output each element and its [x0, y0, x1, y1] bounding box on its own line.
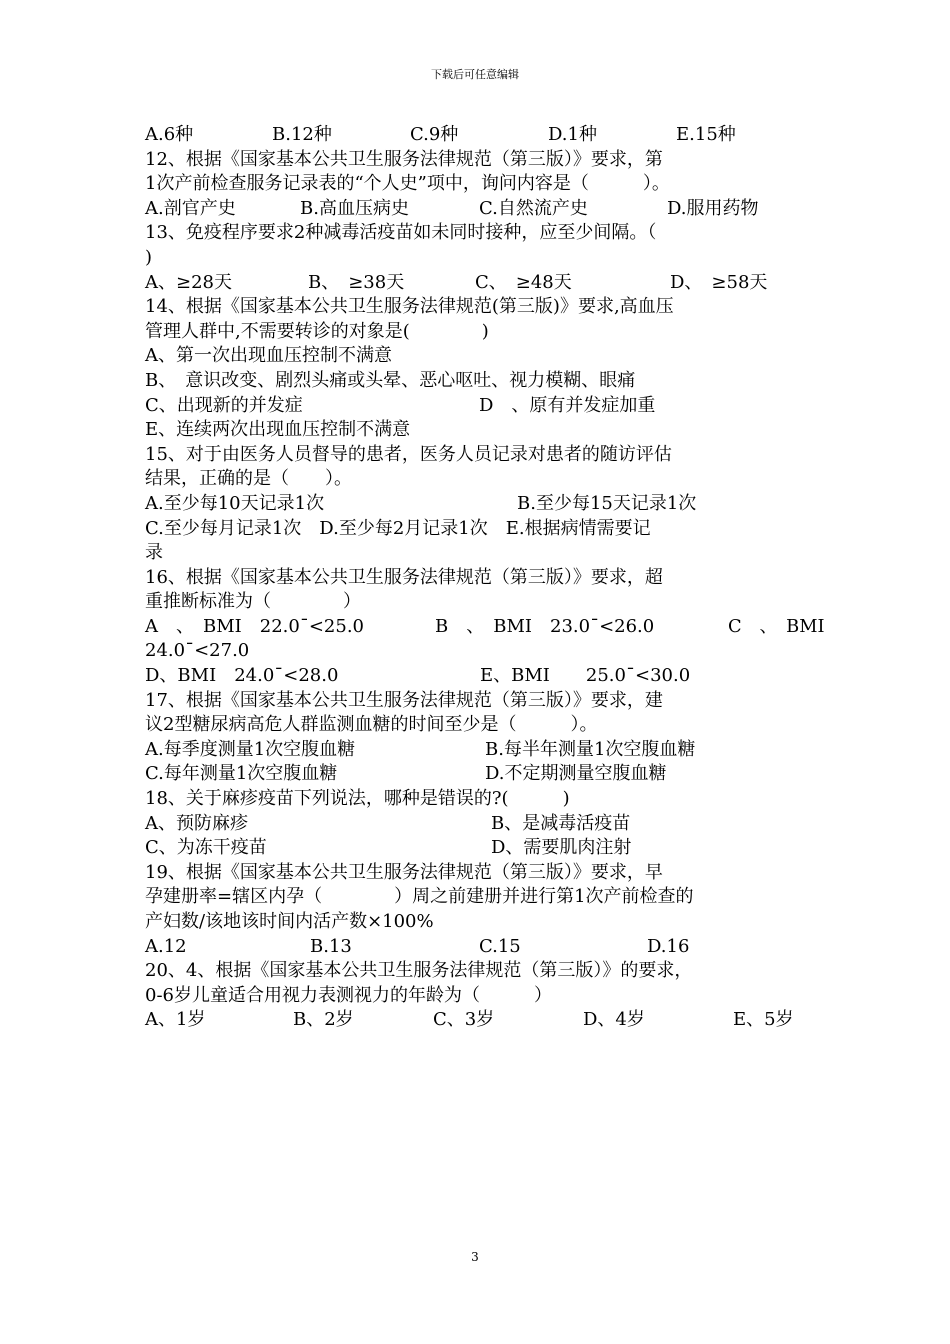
question-text-line	[145, 885, 825, 910]
question-text: 议2型糖尿病高危人群监测血糖的时间至少是（ ）。	[145, 714, 598, 736]
question-text: 13、免疫程序要求2种减毒活疫苗如未同时接种，应至少间隔。（	[145, 222, 657, 244]
option-a: A、≥28天	[145, 271, 232, 293]
option-b: B、是减毒活疫苗	[491, 812, 631, 834]
option-a: A、1岁	[145, 1009, 206, 1031]
question-18	[145, 787, 825, 812]
page-number: 3	[471, 1250, 479, 1264]
option-d: D、BMI 24.0¯<28.0	[145, 665, 339, 687]
option-c: C、 ≥48天	[475, 271, 572, 293]
option-a: A.至少每10天记录1次	[145, 492, 325, 514]
options-line	[145, 1008, 825, 1033]
options-line	[145, 394, 825, 419]
option-d: D、4岁	[583, 1009, 645, 1031]
option-b: B.每半年测量1次空腹血糖	[485, 738, 696, 760]
question-text: 重推断标准为（ ）	[145, 591, 361, 613]
options-line	[145, 123, 825, 148]
option-d: D.服用药物	[667, 197, 759, 219]
option-d: D.16	[647, 935, 690, 957]
question-text-line	[145, 246, 825, 271]
options-line	[145, 664, 825, 689]
option-text: 24.0¯<27.0	[145, 640, 250, 662]
question-text: 14、根据《国家基本公共卫生服务法律规范(第三版)》要求,高血压	[145, 296, 674, 318]
options-line	[145, 197, 825, 222]
question-text: )	[145, 246, 153, 268]
option-c: C、3岁	[433, 1009, 495, 1031]
options-line	[145, 492, 825, 517]
option-c: C、为冻干疫苗	[145, 837, 267, 859]
options-line	[145, 836, 825, 861]
option-d: D.不定期测量空腹血糖	[485, 763, 667, 785]
option-text: 录	[145, 542, 163, 564]
option-a: A.每季度测量1次空腹血糖	[145, 738, 356, 760]
option-e: E、BMI 25.0¯<30.0	[480, 665, 691, 687]
option-c: C 、 BMI	[728, 615, 825, 637]
option-a: A.12	[145, 935, 187, 957]
question-text: 管理人群中,不需要转诊的对象是( )	[145, 320, 489, 342]
option-b: B、2岁	[293, 1009, 354, 1031]
option-c: C.15	[479, 935, 521, 957]
question-13	[145, 221, 825, 246]
question-text-line	[145, 590, 825, 615]
option-c: C、出现新的并发症	[145, 394, 303, 416]
option-e: E.15种	[676, 124, 736, 145]
question-text: 17、根据《国家基本公共卫生服务法律规范（第三版）》要求，建	[145, 689, 663, 711]
option-d: D.1种	[548, 124, 597, 145]
option-b: B.13	[310, 935, 352, 957]
option-b: B、 ≥38天	[308, 271, 405, 293]
question-20	[145, 959, 825, 984]
option-b: B.12种	[272, 124, 332, 145]
question-text: 产妇数/该地该时间内活产数×100%	[145, 911, 434, 932]
question-text: 20、4、根据《国家基本公共卫生服务法律规范（第三版）》的要求，	[145, 960, 693, 982]
question-text-line	[145, 467, 825, 492]
question-text: 孕建册率=辖区内孕（ ）周之前建册并进行第1次产前检查的	[145, 886, 694, 908]
options-line	[145, 517, 825, 542]
option-d: D、需要肌肉注射	[491, 837, 632, 859]
question-text-line	[145, 910, 825, 935]
question-text-line	[145, 713, 825, 738]
question-text: 1次产前检查服务记录表的“个人史”项中，询问内容是（ ）。	[145, 173, 670, 195]
option-b: B.至少每15天记录1次	[517, 492, 697, 514]
option-c: C.9种	[410, 124, 459, 145]
option-b: B.高血压病史	[300, 197, 409, 219]
question-16	[145, 566, 825, 591]
option-c: C.每年测量1次空腹血糖	[145, 763, 338, 785]
question-text-line	[145, 320, 825, 345]
option-d: D 、原有并发症加重	[479, 394, 656, 416]
question-text: 结果，正确的是（ ）。	[145, 468, 352, 490]
option-a: A、第一次出现血压控制不满意	[145, 345, 392, 367]
option-c: C.自然流产史	[479, 197, 588, 219]
question-text-line	[145, 172, 825, 197]
question-14	[145, 295, 825, 320]
question-text: 0-6岁儿童适合用视力表测视力的年龄为（ ）	[145, 984, 552, 1006]
options-line	[145, 271, 825, 296]
question-15	[145, 443, 825, 468]
option-b: B、 意识改变、剧烈头痛或头晕、恶心呕吐、视力模糊、眼痛	[145, 369, 636, 391]
question-text-line	[145, 984, 825, 1009]
question-text: 16、根据《国家基本公共卫生服务法律规范（第三版）》要求，超	[145, 566, 663, 588]
option-line	[145, 418, 825, 443]
question-text: 15、对于由医务人员督导的患者，医务人员记录对患者的随访评估	[145, 443, 672, 465]
document-body	[145, 123, 825, 1033]
option-a: A、预防麻疹	[145, 812, 248, 834]
options-line	[145, 935, 825, 960]
options-line	[145, 738, 825, 763]
options-line	[145, 812, 825, 837]
option-a: A 、 BMI 22.0¯<25.0	[145, 615, 365, 637]
option-continuation	[145, 541, 825, 566]
option-d: D、 ≥58天	[670, 271, 768, 293]
option-b: B 、 BMI 23.0¯<26.0	[435, 615, 655, 637]
option-a: A.6种	[145, 124, 194, 145]
option-line	[145, 369, 825, 394]
page-header: 下载后可任意编辑	[431, 68, 519, 81]
options-line	[145, 615, 825, 640]
options-cde: C.至少每月记录1次 D.至少每2月记录1次 E.根据病情需要记	[145, 517, 651, 539]
option-continuation	[145, 639, 825, 664]
option-a: A.剖官产史	[145, 197, 236, 219]
option-e: E、连续两次出现血压控制不满意	[145, 419, 411, 441]
question-19	[145, 861, 825, 886]
question-text: 18、关于麻疹疫苗下列说法，哪种是错误的?( )	[145, 788, 570, 810]
options-line	[145, 762, 825, 787]
question-text: 19、根据《国家基本公共卫生服务法律规范（第三版）》要求，早	[145, 861, 663, 883]
option-line	[145, 344, 825, 369]
question-17	[145, 689, 825, 714]
question-text: 12、根据《国家基本公共卫生服务法律规范（第三版）》要求，第	[145, 148, 663, 170]
question-12	[145, 148, 825, 173]
option-e: E、5岁	[733, 1009, 794, 1031]
